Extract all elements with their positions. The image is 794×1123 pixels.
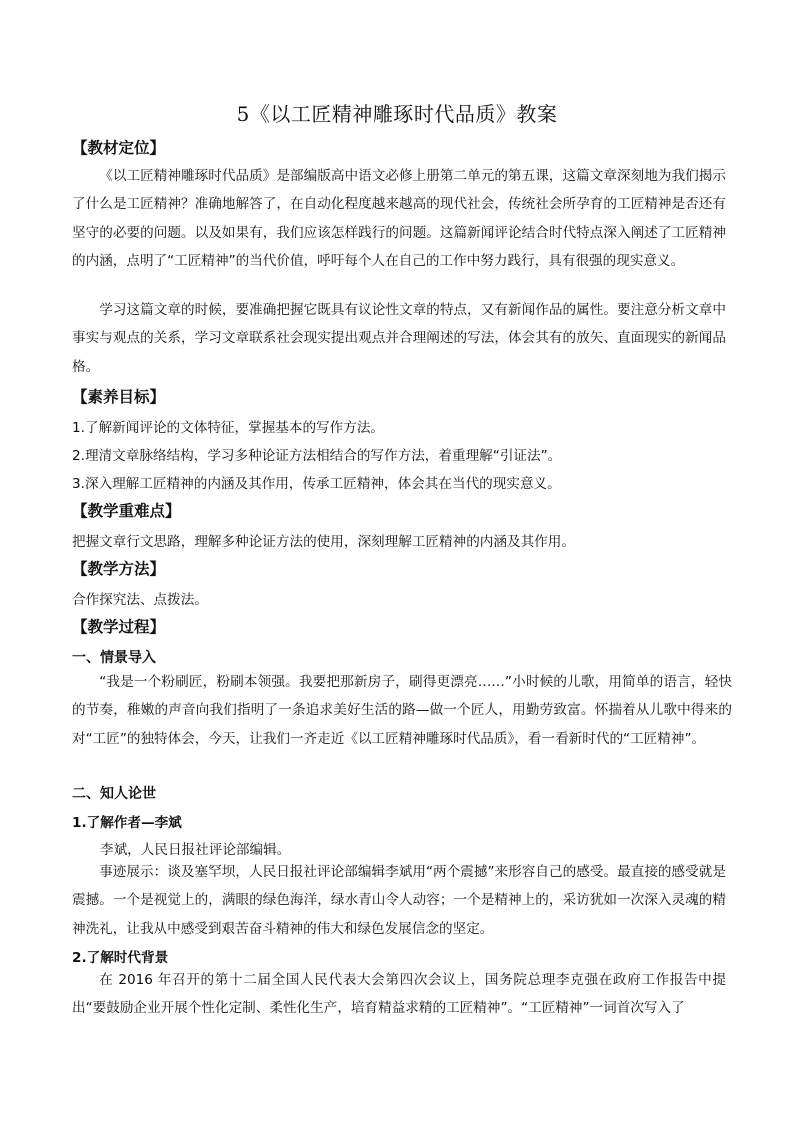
section-heading-suyang: 【素养目标】 (72, 388, 166, 406)
step-2-label: 二、知人论世 (72, 786, 156, 802)
section-heading-zhongnandian: 【教学重难点】 (72, 502, 181, 520)
step-1-label: 一、情景导入 (72, 650, 156, 666)
goal-item-1: 1.了解新闻评论的文体特征，掌握基本的写作方法。 (72, 420, 385, 436)
goal-item-3: 3.深入理解工匠精神的内涵及其作用，传承工匠精神，体会其在当代的现实意义。 (72, 476, 561, 492)
section-heading-fangfa: 【教学方法】 (72, 560, 166, 578)
background-label: 2.了解时代背景 (72, 950, 169, 966)
jiaocai-paragraph-2: 学习这篇文章的时候，要准确把握它既具有议论性文章的特点，又有新闻作品的属性。要注意分析文章中事实与观点的关系，学习文章联系社会现实提出观点并合理阐述的写法，体会其有的放矢、直面现实的新闻品格。 (72, 302, 726, 375)
background-text: 在 2016 年召开的第十二届全国人民代表大会第四次会议上，国务院总理李克强在政府工作报告中提出“要鼓励企业开展个性化定制、柔性化生产，培育精益求精的工匠精神”。“工匠精神”一词首次写入了 (72, 972, 726, 1017)
section-heading-jiaocai: 【教材定位】 (72, 139, 166, 157)
author-deeds: 事迹展示：谈及塞罕坝，人民日报社评论部编辑李斌用“两个震撼”来形容自己的感受。最直接的感受就是震撼。一个是视觉上的，满眼的绿色海洋，绿水青山令人动容；一个是精神上的，采访犹如一次深入灵魂的精神洗礼，让我从中感受到艰苦奋斗精神的伟大和绿色发展信念的坚定。 (72, 864, 726, 937)
step-1-text: “我是一个粉刷匠，粉刷本领强。我要把那新房子，刷得更漂亮……”小时候的儿歌，用简单的语言，轻快的节奏，稚嫩的声音向我们指明了一条追求美好生活的路—做一个匠人，用勤劳致富。怀揣着从儿歌中得来的对“工匠”的独特体会，今天，让我们一齐走近《以工匠精神雕琢时代品质》，看一看新时代的“工匠精神”。 (72, 674, 732, 747)
fangfa-text: 合作探究法、点拨法。 (72, 592, 208, 608)
goal-item-2: 2.理清文章脉络结构，学习多种论证方法相结合的写作方法，着重理解“引证法”。 (72, 448, 562, 464)
document-title: 5《以工匠精神雕琢时代品质》教案 (236, 102, 558, 126)
author-intro: 李斌，人民日报社评论部编辑。 (100, 842, 291, 858)
jiaocai-paragraph-1: 《以工匠精神雕琢时代品质》是部编版高中语文必修上册第二单元的第五课，这篇文章深刻地为我们揭示了什么是工匠精神？准确地解答了，在自动化程度越来越高的现代社会，传统社会所孕育的工匠精神是否还有坚守的必要的问题。以及如果有，我们应该怎样践行的问题。这篇新闻评论结合时代特点深入阐述了工匠精神的内涵，点明了“工匠精神”的当代价值，呼吁每个人在自己的工作中努力践行，具有很强的现实意义。 (72, 168, 726, 270)
section-heading-guocheng: 【教学过程】 (72, 618, 166, 636)
author-label: 1.了解作者—李斌 (72, 815, 182, 831)
zhongnandian-text: 把握文章行文思路，理解多种论证方法的使用，深刻理解工匠精神的内涵及其作用。 (72, 534, 575, 550)
